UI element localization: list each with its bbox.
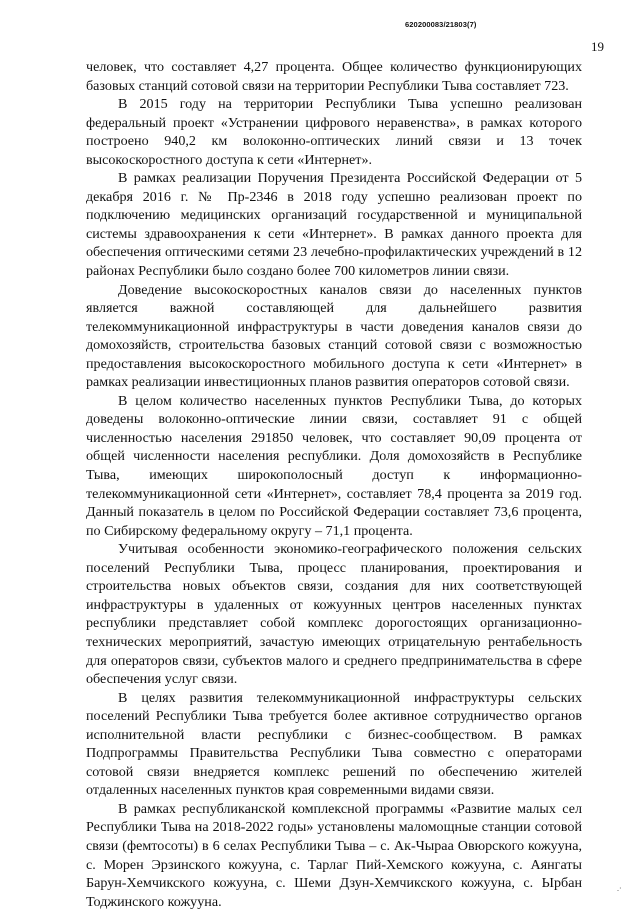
document-body — [86, 58, 582, 911]
paragraph-8: В рамках республиканской комплексной программы «Развитие малых сел Республики Тыва на 2018-2022 годы» установлены маломощные станции сотовой связи (фемтосоты) в 6 селах Республики Тыва – с. Ак-Чыраа Овюрского кожууна, с. Морен Эрзинского кожууна, с. Тарлаг Пий-Хемского кожууна, с. Аянгаты Барун-Хемчикского кожууна, с. Шеми Дзун-Хемчикского кожууна, с. Ырбан Тоджинского кожууна. — [86, 800, 582, 910]
document-id: 620200083/21803(7) — [405, 20, 477, 29]
paragraph-1: человек, что составляет 4,27 процента. Общее количество функционирующих базовых станций сотовой связи на территории Республики Тыва составляет 723. — [86, 59, 582, 94]
paragraph-3: В рамках реализации Поручения Президента Российской Федерации от 5 декабря 2016 г. № Пр-2346 в 2018 году успешно реализован проект по подключению медицинских организаций государственной и муниципальной системы здравоохранения к сети «Интернет». В рамках данного проекта для обеспечения оптическими сетями 23 лечебно-профилактических учреждений в 12 районах Республики было создано более 700 километров линии связи. — [86, 170, 582, 280]
paragraph-4: Доведение высокоскоростных каналов связи до населенных пунктов является важной составляющей для дальнейшего развития телекоммуникационной инфраструктуры в части доведения каналов связи до домохозяйств, строительства базовых станций сотовой связи с возможностью предоставления высокоскоростного мобильного доступа к сети «Интернет» в рамках реализации инвестиционных планов развития операторов сотовой связи. — [86, 281, 582, 391]
scan-noise-marks: .· — [617, 884, 622, 893]
paragraph-7: В целях развития телекоммуникационной инфраструктуры сельских поселений Республики Тыва требуется более активное сотрудничество органов исполнительной власти республики с бизнес-сообществом. В рамках Подпрограммы Правительства Республики Тыва совместно с операторами сотовой связи внедряется комплекс решений по обеспечению жителей отдаленных населенных пунктов края современными видами связи. — [86, 689, 582, 799]
paragraph-2: В 2015 году на территории Республики Тыва успешно реализован федеральный проект «Устранении цифрового неравенства», в рамках которого построено 940,2 км волоконно-оптических линий связи и 13 точек высокоскоростного доступа к сети «Интернет». — [86, 96, 582, 168]
paragraph-5: В целом количество населенных пунктов Республики Тыва, до которых доведены волоконно-оптические линии связи, составляет 91 с общей численностью населения 291850 человек, что составляет 90,09 процента от общей численности населения республики. Доля домохозяйств в Республике Тыва, имеющих широкополосный доступ к информационно-телекоммуникационной сети «Интернет», составляет 78,4 процента за 2019 год. Данный показатель в целом по Российской Федерации составляет 73,6 процента, по Сибирскому федеральному округу – 71,1 процента. — [86, 392, 582, 539]
page-number: 19 — [591, 39, 604, 54]
paragraph-6: Учитывая особенности экономико-географического положения сельских поселений Республики Тыва, процесс планирования, проектирования и строительства новых объектов связи, создания для них соответствующей инфраструктуры в удаленных от кожуунных центров населенных пунктах республики представляет собой комплекс дорогостоящих организационно-технических мероприятий, зачастую имеющих отрицательную рентабельность для операторов связи, субъектов малого и среднего предпринимательства в сфере обеспечения услуг связи. — [86, 541, 582, 688]
